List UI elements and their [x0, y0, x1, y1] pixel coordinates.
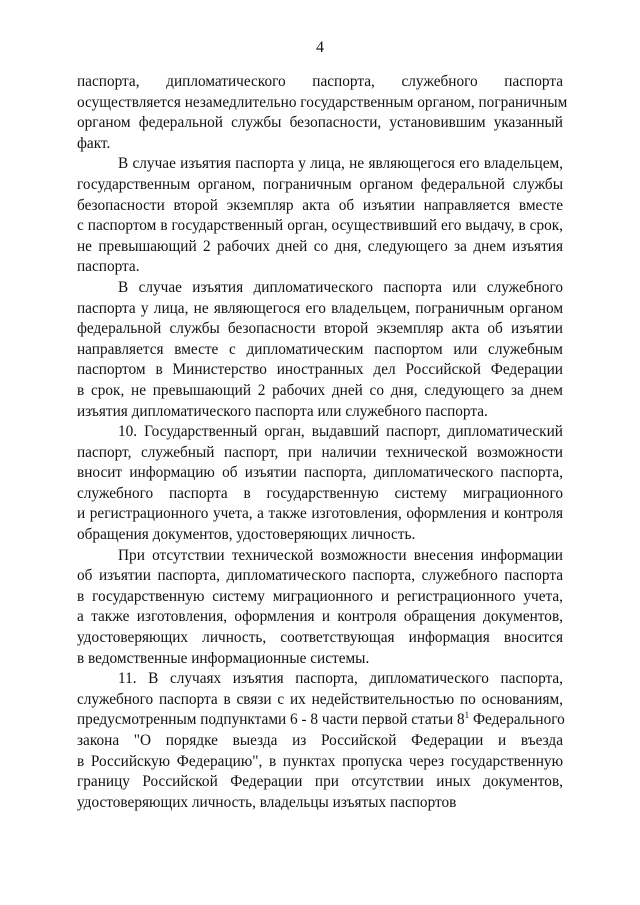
- text-line-content: В случае изъятия паспорта у лица, не являющегося его владельцем,: [118, 155, 563, 173]
- text-line: [77, 525, 563, 546]
- text-line: [77, 484, 563, 505]
- text-line: [77, 649, 563, 670]
- paragraph: [77, 72, 568, 154]
- text-line-content: направляется вместе с дипломатическим паспортом или служебным: [77, 340, 563, 358]
- text-line: [77, 175, 563, 196]
- paragraph: [77, 546, 563, 670]
- text-line: [77, 772, 563, 793]
- paragraph: [77, 154, 563, 278]
- text-line-content: паспорта у лица, не являющегося его владельцем, пограничным органом: [77, 299, 563, 317]
- text-line-content: границу Российской Федерации при отсутствии иных документов,: [77, 773, 563, 791]
- text-line: [77, 216, 563, 237]
- text-line: [77, 381, 563, 402]
- text-line-content: обращения документов, удостоверяющих личность.: [77, 526, 416, 544]
- text-line: [77, 154, 563, 175]
- text-line-content: в ведомственные информационные системы.: [77, 649, 370, 667]
- text-line: [77, 504, 563, 525]
- text-line: [77, 690, 563, 711]
- text-line-content: государственным органом, пограничным органом федеральной службы: [77, 175, 563, 193]
- paragraph: [77, 669, 563, 813]
- text-line: [77, 669, 563, 690]
- text-line-content: а также изготовления, оформления и контроля обращения документов,: [77, 608, 563, 626]
- text-line-content: в государственную систему миграционного и регистрационного учета,: [77, 587, 563, 605]
- text-line: [77, 731, 563, 752]
- text-line: [77, 134, 563, 155]
- text-line-content: в срок, не превышающий 2 рабочих дней со дня, следующего за днем: [77, 381, 563, 399]
- text-line-content: служебного паспорта в связи с их недействительностью по основаниям,: [77, 690, 563, 708]
- text-line: [77, 360, 563, 381]
- text-line-content: предусмотренным подпунктами 6 - 8 части первой статьи 8: [77, 711, 465, 729]
- text-line: [77, 278, 563, 299]
- text-line-content: 10. Государственный орган, выдавший паспорт, дипломатический: [118, 423, 563, 441]
- paragraph: [77, 278, 563, 422]
- text-line: [77, 546, 563, 567]
- text-line-content: факт.: [77, 134, 111, 152]
- text-line: [77, 113, 563, 134]
- text-line-content: удостоверяющих личность, соответствующая информация вносится: [77, 629, 563, 647]
- text-line-content: с паспортом в государственный орган, осуществивший его выдачу, в срок,: [77, 217, 563, 235]
- footnote-superscript: 1: [464, 710, 470, 721]
- text-line: [77, 340, 563, 361]
- text-line-content: органом федеральной службы безопасности, установившим указанный: [77, 114, 563, 132]
- text-line: [77, 93, 568, 114]
- document-body: [77, 72, 568, 813]
- text-line: [77, 443, 563, 464]
- text-line: [77, 257, 563, 278]
- text-line: [77, 72, 563, 93]
- text-line-continuation: Федерального: [469, 711, 565, 729]
- text-line: [77, 422, 563, 443]
- text-line: [77, 402, 563, 423]
- text-line: [77, 319, 563, 340]
- text-line-content: паспорта.: [77, 258, 140, 276]
- text-line: [77, 463, 563, 484]
- text-line-content: федеральной службы безопасности второй экземпляр акта об изъятии: [77, 320, 563, 338]
- text-line-content: и регистрационного учета, а также изготовления, оформления и контроля: [77, 505, 563, 523]
- text-line: [77, 299, 563, 320]
- text-line: [77, 710, 563, 731]
- text-line: [77, 237, 563, 258]
- text-line: [77, 566, 563, 587]
- text-line-content: паспорта, дипломатического паспорта, служебного паспорта: [77, 73, 563, 90]
- text-line-content: В случае изъятия дипломатического паспорта или служебного: [118, 278, 563, 296]
- text-line: [77, 587, 563, 608]
- text-line: [77, 752, 563, 773]
- text-line: [77, 793, 563, 814]
- text-line-content: вносит информацию об изъятии паспорта, дипломатического паспорта,: [77, 464, 563, 482]
- text-line: [77, 196, 563, 217]
- text-line: [77, 628, 563, 649]
- page-number: 4: [316, 39, 324, 56]
- text-line: [77, 607, 563, 628]
- text-line-content: в Российскую Федерацию", в пунктах пропуска через государственную: [77, 752, 563, 770]
- text-line-content: паспортом в Министерство иностранных дел Российской Федерации: [77, 361, 563, 379]
- text-line-content: изъятия дипломатического паспорта или служебного паспорта.: [77, 402, 488, 420]
- text-line-content: безопасности второй экземпляр акта об изъятии направляется вместе: [77, 196, 563, 214]
- text-line-content: 11. В случаях изъятия паспорта, дипломатического паспорта,: [118, 670, 563, 688]
- text-line-content: паспорт, служебный паспорт, при наличии технической возможности: [77, 443, 563, 461]
- paragraph: [77, 422, 563, 546]
- text-line-content: осуществляется незамедлительно государственным органом, пограничным: [77, 93, 568, 111]
- text-line-content: закона "О порядке выезда из Российской Федерации и въезда: [77, 732, 563, 749]
- text-line-content: об изъятии паспорта, дипломатического паспорта, служебного паспорта: [77, 567, 563, 585]
- text-line-content: При отсутствии технической возможности внесения информации: [118, 546, 563, 564]
- text-line-content: не превышающий 2 рабочих дней со дня, следующего за днем изъятия: [77, 237, 563, 255]
- text-line-content: служебного паспорта в государственную систему миграционного: [77, 484, 563, 502]
- text-line-content: удостоверяющих личность, владельцы изъятых паспортов: [77, 793, 457, 811]
